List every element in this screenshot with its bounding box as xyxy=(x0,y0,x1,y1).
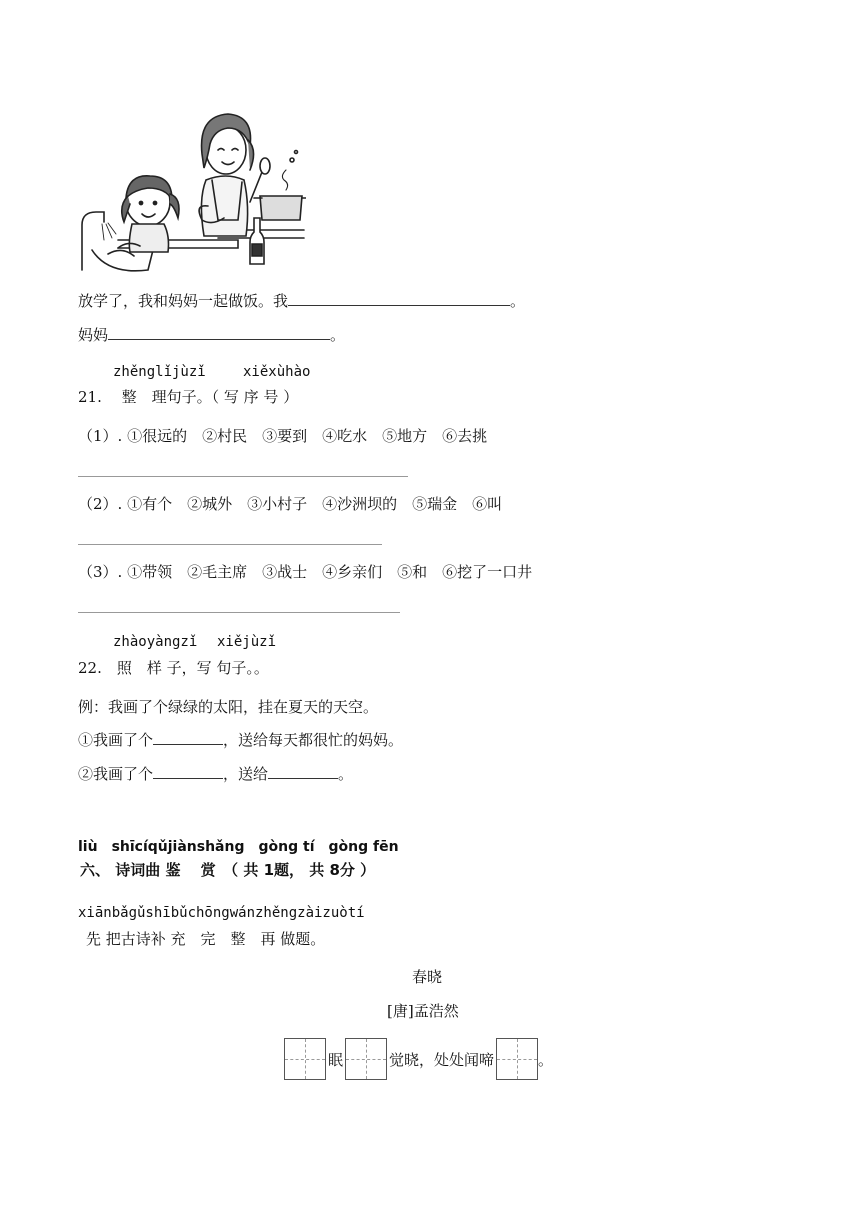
answer-blank[interactable] xyxy=(153,764,223,779)
char-box[interactable] xyxy=(284,1038,326,1080)
q22-label: 22. 照 样 子，写 句子。。 xyxy=(78,659,269,677)
poem-line-1: 眠 觉晓，处处闻啼 。 xyxy=(284,1038,553,1080)
section-6-pinyin: liù shīcíqǔjiànshǎng gòng tí gòng fēn xyxy=(78,839,399,855)
q21-pinyin-2: xiěxùhào xyxy=(243,364,311,380)
q22-pinyin-1: zhàoyàngzǐ xyxy=(113,634,198,650)
q22-sentence-2: ②我画了个 ，送给 。 xyxy=(78,765,354,783)
answer-line[interactable] xyxy=(78,612,400,613)
answer-line[interactable] xyxy=(78,476,408,477)
instruction-pinyin: xiānbǎgǔshībǔchōngwánzhěngzàizuòtí xyxy=(78,905,365,921)
q21-pinyin-1: zhěnglǐjùzǐ xyxy=(113,364,206,380)
q20-line2: 妈妈 。 xyxy=(78,326,346,344)
answer-line[interactable] xyxy=(78,544,382,545)
q21-label: 21. 整 理句子。（ 写 序 号 ） xyxy=(78,388,299,406)
char-box[interactable] xyxy=(345,1038,387,1080)
q21-item-1: （1）. ①很远的 ②村民 ③要到 ④吃水 ⑤地方 ⑥去挑 xyxy=(78,427,488,445)
section-6-title: 六、 诗词曲 鉴 赏 （ 共 1题， 共 8分 ） xyxy=(80,861,376,879)
instruction-text: 先 把古诗补 充 完 整 再 做题。 xyxy=(86,930,326,948)
poem-title: 春晓 xyxy=(412,968,443,986)
char-box[interactable] xyxy=(496,1038,538,1080)
poem-author: [唐]孟浩然 xyxy=(387,1002,459,1020)
q21-item-2: （2）. ①有个 ②城外 ③小村子 ④沙洲坝的 ⑤瑞金 ⑥叫 xyxy=(78,495,503,513)
q22-example: 例：我画了个绿绿的太阳，挂在夏天的天空。 xyxy=(78,698,379,716)
q22-pinyin-2: xiějùzǐ xyxy=(217,634,277,650)
q20-line1: 放学了，我和妈妈一起做饭。我 。 xyxy=(78,292,526,310)
answer-blank[interactable] xyxy=(288,291,510,306)
answer-blank[interactable] xyxy=(153,730,223,745)
answer-blank[interactable] xyxy=(268,764,338,779)
q21-item-3: （3）. ①带领 ②毛主席 ③战士 ④乡亲们 ⑤和 ⑥挖了一口井 xyxy=(78,563,533,581)
answer-blank[interactable] xyxy=(108,325,330,340)
q22-sentence-1: ①我画了个 ，送给每天都很忙的妈妈。 xyxy=(78,731,404,749)
cooking-illustration xyxy=(78,110,306,276)
